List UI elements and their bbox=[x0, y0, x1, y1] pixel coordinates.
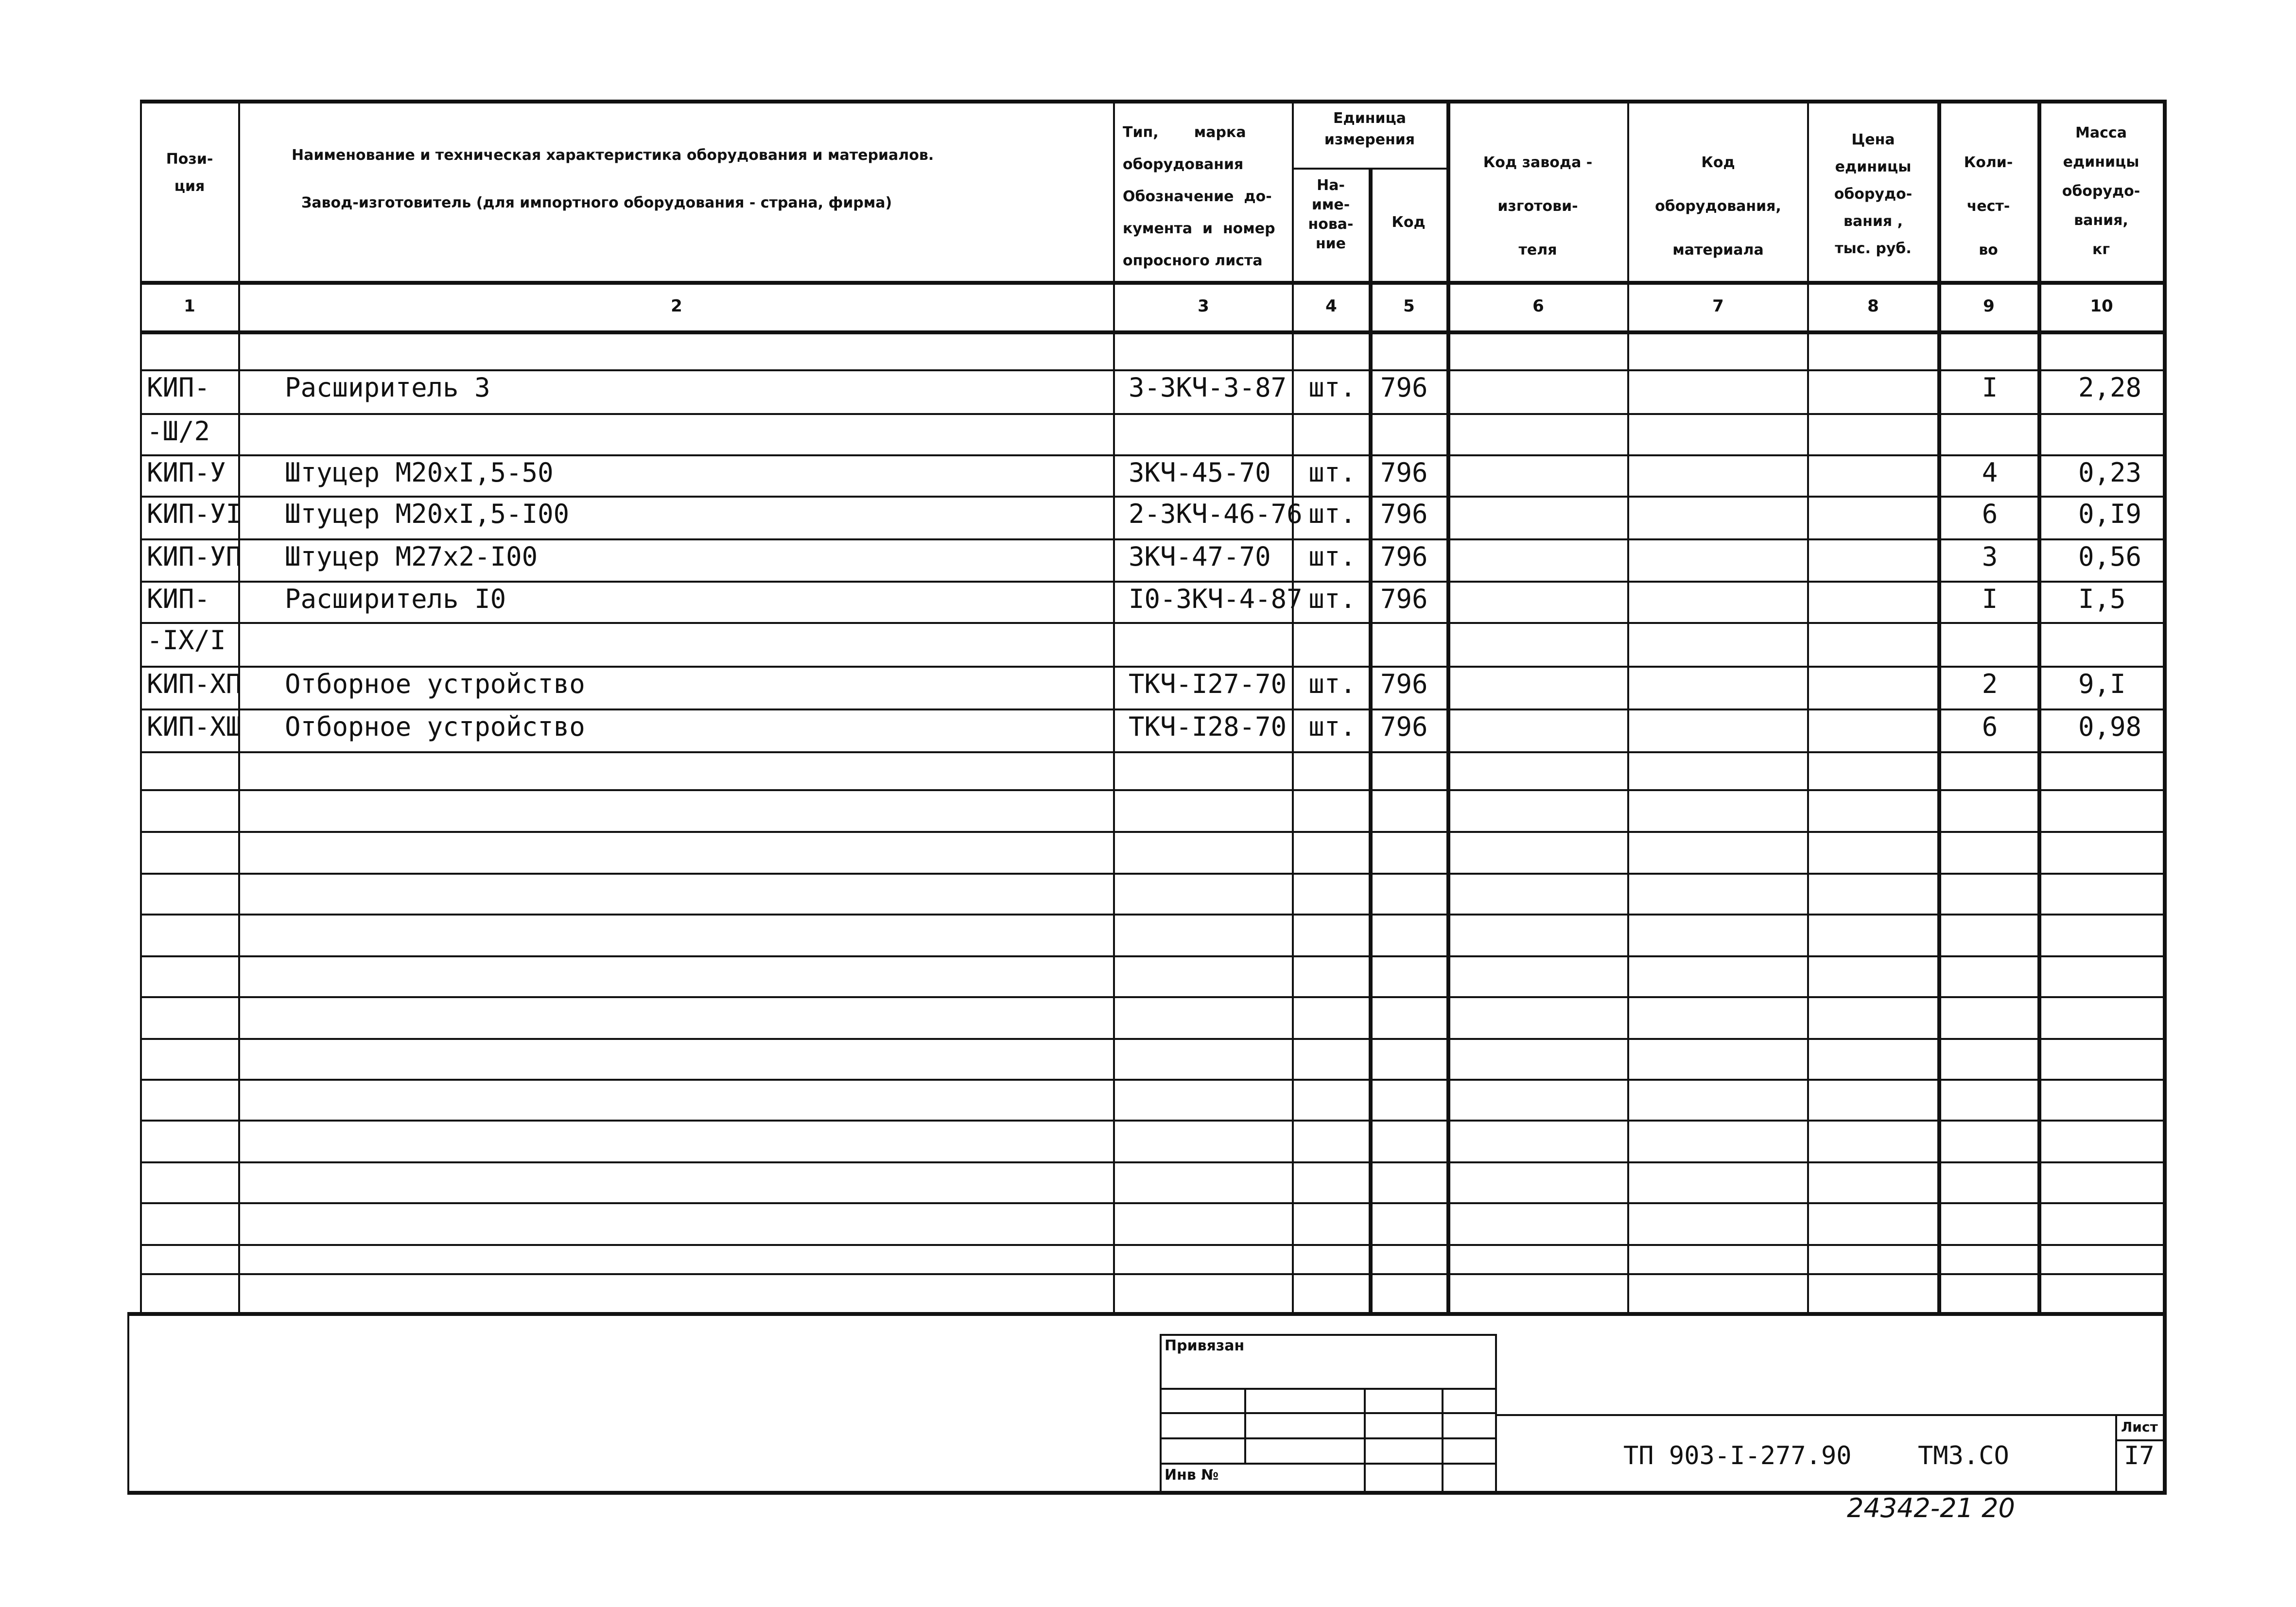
cell-code: 796 bbox=[1380, 457, 1428, 488]
stamp-sep-2 bbox=[1364, 1388, 1366, 1492]
cell-code: 796 bbox=[1380, 499, 1428, 529]
table-bottom bbox=[127, 1312, 2165, 1316]
document-part: ТМЗ.СО bbox=[1918, 1441, 2009, 1470]
cell-mass: I,5 bbox=[2078, 584, 2126, 614]
row-line bbox=[140, 955, 2165, 957]
stamp-row-3 bbox=[1160, 1437, 1496, 1439]
row-line bbox=[140, 1120, 2165, 1122]
cell-pos: -Ш/2 bbox=[147, 416, 210, 447]
cell-qty: 6 bbox=[1982, 499, 1998, 529]
cell-code: 796 bbox=[1380, 372, 1428, 403]
stamp-sep-3 bbox=[1442, 1388, 1444, 1492]
cell-name: Отборное устройство bbox=[285, 711, 585, 742]
stamp-inventory-label: Инв № bbox=[1165, 1467, 1219, 1484]
frame-right bbox=[2163, 100, 2167, 1494]
header-unit-name: На- име- нова- ние bbox=[1308, 177, 1354, 252]
row-line bbox=[140, 1244, 2165, 1246]
row-line bbox=[140, 1079, 2165, 1081]
stamp-attached-label: Привязан bbox=[1165, 1337, 1245, 1354]
column-number-3: 3 bbox=[1198, 296, 1209, 316]
cell-qty: I bbox=[1982, 584, 1998, 614]
document-code: ТП 903-I-277.90 bbox=[1623, 1441, 1852, 1470]
title-cell-top bbox=[1495, 1414, 2165, 1416]
row-line bbox=[140, 873, 2165, 875]
cell-pos: КИП-УI bbox=[147, 499, 242, 529]
stamp-left bbox=[1160, 1334, 1162, 1492]
column-number-9: 9 bbox=[1983, 296, 1995, 316]
stamp-row-4 bbox=[1160, 1463, 1496, 1465]
cell-code: 796 bbox=[1380, 541, 1428, 572]
cell-unit: шт. bbox=[1308, 457, 1356, 488]
header-type: Тип, марка оборудования Обозначение до- кумента и номер опросного листа bbox=[1123, 124, 1275, 269]
row-line bbox=[140, 622, 2165, 624]
row-line bbox=[140, 996, 2165, 998]
cell-pos: КИП-ХП bbox=[147, 669, 242, 699]
frame-top bbox=[141, 100, 2163, 104]
cell-pos: КИП- bbox=[147, 584, 210, 614]
header-price: Цена единицы оборудо- вания , тыс. руб. bbox=[1834, 131, 1913, 257]
row-line bbox=[140, 789, 2165, 791]
frame-left-lower bbox=[127, 1312, 129, 1493]
row-line bbox=[140, 1202, 2165, 1204]
cell-code: 796 bbox=[1380, 584, 1428, 614]
header-quantity: Коли- чест- во bbox=[1964, 154, 2013, 259]
sheet-cell-left bbox=[2115, 1414, 2117, 1493]
stamp-sep-1 bbox=[1244, 1388, 1246, 1463]
cell-pos: КИП-ХШ bbox=[147, 711, 242, 742]
header-mass: Масса единицы оборудо- вания, кг bbox=[2062, 124, 2140, 258]
cell-pos: КИП-У bbox=[147, 457, 226, 488]
cell-name: Отборное устройство bbox=[285, 669, 585, 699]
column-number-5: 5 bbox=[1403, 296, 1415, 316]
cell-code: 796 bbox=[1380, 669, 1428, 699]
header-equipment-code: Код оборудования, материала bbox=[1655, 154, 1781, 259]
header-position: Пози- ция bbox=[166, 151, 213, 195]
cell-mass: 2,28 bbox=[2078, 372, 2142, 403]
column-number-7: 7 bbox=[1712, 296, 1724, 316]
cell-unit: шт. bbox=[1308, 669, 1356, 699]
column-number-6: 6 bbox=[1532, 296, 1544, 316]
cell-type: ТКЧ-I28-70 bbox=[1129, 711, 1287, 742]
cell-mass: 0,I9 bbox=[2078, 499, 2142, 529]
cell-type: 3-ЗКЧ-3-87 bbox=[1129, 372, 1287, 403]
cell-name: Расширитель 3 bbox=[285, 372, 490, 403]
column-number-2: 2 bbox=[671, 296, 682, 316]
cell-qty: 2 bbox=[1982, 669, 1998, 699]
cell-qty: 6 bbox=[1982, 711, 1998, 742]
stamp-right bbox=[1495, 1334, 1497, 1492]
cell-type: ТКЧ-I27-70 bbox=[1129, 669, 1287, 699]
row-line bbox=[140, 330, 2165, 332]
header-name-line2: Завод-изготовитель (для импортного оборудования - страна, фирма) bbox=[301, 194, 892, 211]
row-line bbox=[140, 413, 2165, 415]
cell-qty: I bbox=[1982, 372, 1998, 403]
cell-unit: шт. bbox=[1308, 711, 1356, 742]
cell-unit: шт. bbox=[1308, 541, 1356, 572]
column-number-1: 1 bbox=[184, 296, 195, 316]
handwritten-note: 24342-21 20 bbox=[1847, 1493, 2015, 1523]
cell-mass: 9,I bbox=[2078, 669, 2126, 699]
cell-qty: 4 bbox=[1982, 457, 1998, 488]
stamp-row-1 bbox=[1160, 1388, 1496, 1390]
cell-name: Штуцер М20хI,5-50 bbox=[285, 457, 554, 488]
stamp-top bbox=[1160, 1334, 1496, 1336]
header-unit-group: Единица измерения bbox=[1324, 110, 1415, 148]
col-sep-4 bbox=[1369, 168, 1373, 1313]
cell-type: ЗКЧ-47-70 bbox=[1129, 541, 1271, 572]
cell-unit: шт. bbox=[1308, 372, 1356, 403]
cell-type: I0-ЗКЧ-4-87 bbox=[1129, 584, 1303, 614]
stamp-row-2 bbox=[1160, 1412, 1496, 1414]
cell-mass: 0,23 bbox=[2078, 457, 2142, 488]
cell-unit: шт. bbox=[1308, 499, 1356, 529]
cell-name: Штуцер М20хI,5-I00 bbox=[285, 499, 570, 529]
cell-qty: 3 bbox=[1982, 541, 1998, 572]
cell-code: 796 bbox=[1380, 711, 1428, 742]
sheet-label: Лист bbox=[2121, 1419, 2158, 1435]
column-number-10: 10 bbox=[2090, 296, 2113, 316]
header-name-line1: Наименование и техническая характеристика оборудования и материалов. bbox=[292, 147, 934, 164]
row-line bbox=[140, 751, 2165, 753]
column-number-4: 4 bbox=[1325, 296, 1337, 316]
cell-mass: 0,98 bbox=[2078, 711, 2142, 742]
cell-type: 2-ЗКЧ-46-76 bbox=[1129, 499, 1303, 529]
cell-pos: КИП-УП bbox=[147, 541, 242, 572]
cell-pos: КИП- bbox=[147, 372, 210, 403]
cell-type: ЗКЧ-45-70 bbox=[1129, 457, 1271, 488]
row-line bbox=[140, 1273, 2165, 1275]
cell-name: Штуцер М27х2-I00 bbox=[285, 541, 538, 572]
header-unit-code: Код bbox=[1392, 214, 1426, 231]
cell-unit: шт. bbox=[1308, 584, 1356, 614]
row-line bbox=[140, 1038, 2165, 1040]
row-line bbox=[140, 1161, 2165, 1163]
cell-mass: 0,56 bbox=[2078, 541, 2142, 572]
sheet-number: I7 bbox=[2124, 1441, 2155, 1470]
row-line bbox=[140, 831, 2165, 833]
header-maker-code: Код завода - изготови- теля bbox=[1483, 154, 1593, 259]
cell-name: Расширитель I0 bbox=[285, 584, 506, 614]
column-number-8: 8 bbox=[1867, 296, 1879, 316]
cell-pos: -IX/I bbox=[147, 625, 226, 656]
row-line bbox=[140, 914, 2165, 916]
